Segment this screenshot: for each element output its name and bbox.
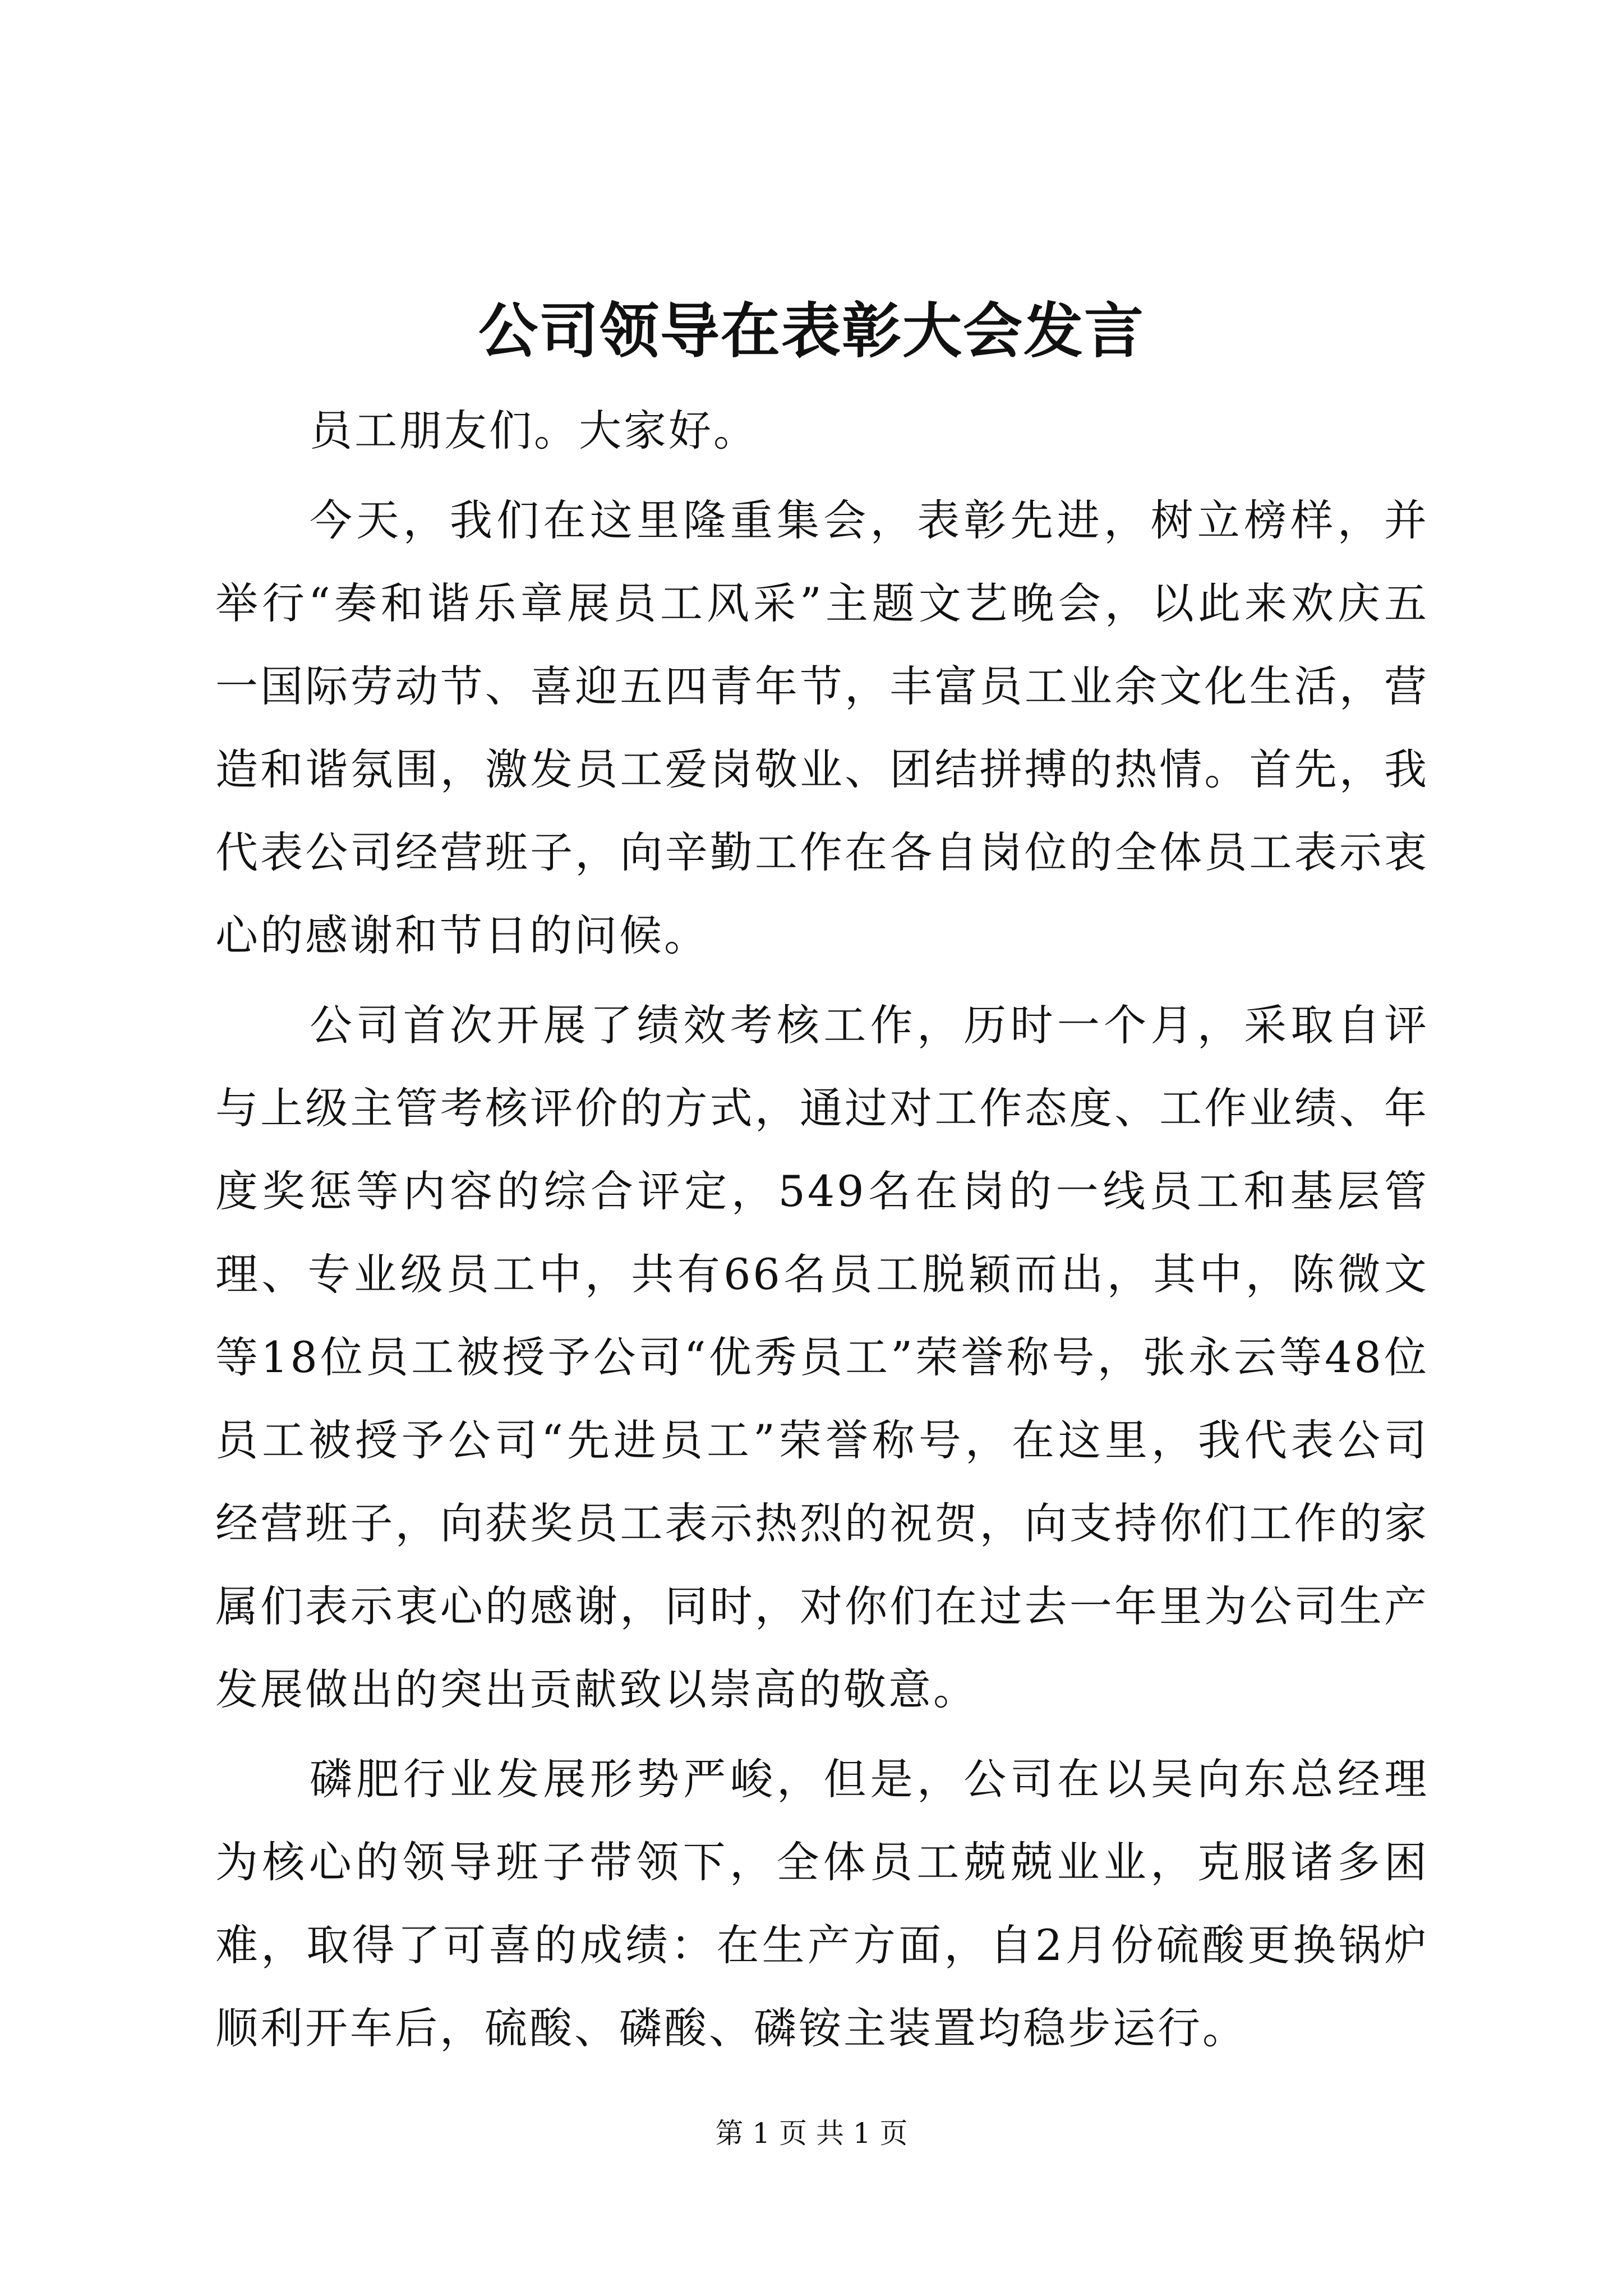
- document-title: 公司领导在表彰大会发言: [478, 296, 1145, 366]
- body-paragraph: 今天，我们在这里隆重集会，表彰先进，树立榜样，并举行“奏和谐乐章展员工风采”主题文艺晚会，以此来欢庆五一国际劳动节、喜迎五四青年节，丰富员工业余文化生活，营造和谐氛围，激发员工爱岗敬业、团结拼搏的热情。首先，我代表公司经营班子，向辛勤工作在各自岗位的全体员工表示衷心的感谢和节日的问候。: [215, 495, 1429, 960]
- body-paragraph: 磷肥行业发展形势严峻，但是，公司在以吴向东总经理为核心的领导班子带领下，全体员工兢兢业业，克服诸多困难，取得了可喜的成绩：在生产方面，自2月份硫酸更换锅炉顺利开车后，硫酸、磷酸、磷铵主装置均稳步运行。: [215, 1754, 1429, 2053]
- page-number-footer: 第 1 页 共 1 页: [715, 2117, 908, 2150]
- body-paragraph: 公司首次开展了绩效考核工作，历时一个月，采取自评与上级主管考核评价的方式，通过对工作态度、工作业绩、年度奖惩等内容的综合评定，549名在岗的一线员工和基层管理、专业级员工中，共有66名员工脱颖而出，其中，陈微文等18位员工被授予公司“优秀员工”荣誉称号，张永云等48位员工被授予公司“先进员工”荣誉称号，在这里，我代表公司经营班子，向获奖员工表示热烈的祝贺，向支持你们工作的家属们表示衷心的感谢，同时，对你们在过去一年里为公司生产发展做出的突出贡献致以崇高的敬意。: [215, 1000, 1429, 1714]
- document-body: [215, 389, 1429, 2070]
- greeting-paragraph: 员工朋友们。大家好。: [310, 406, 758, 455]
